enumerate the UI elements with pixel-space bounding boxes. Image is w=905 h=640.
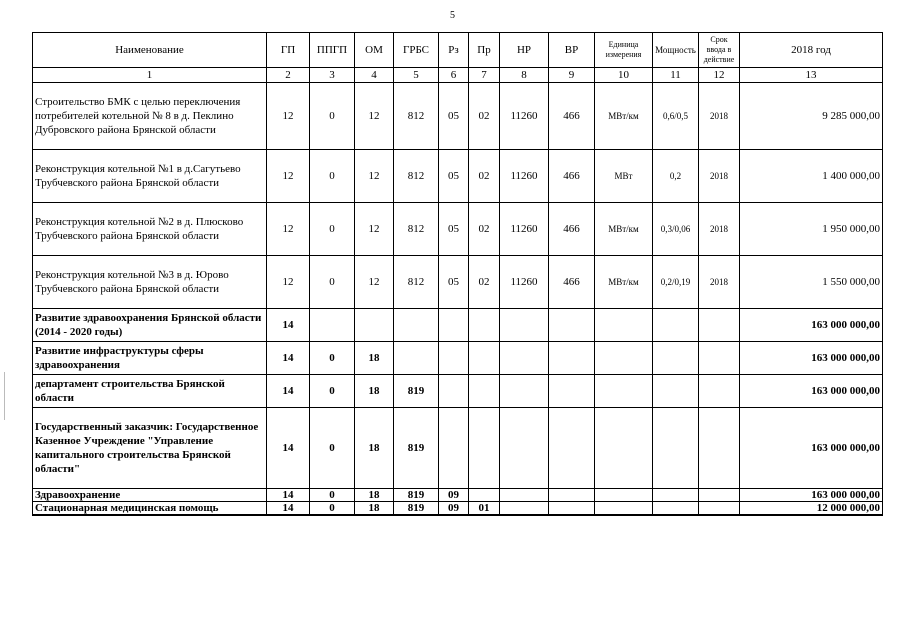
column-number: 1: [33, 68, 267, 83]
cell-grbs: 819: [394, 502, 439, 516]
row-name: Реконструкция котельной №2 в д. Плюсково Трубчевского района Брянской области: [33, 203, 267, 256]
cell-term: [699, 375, 740, 408]
cell-pr: 02: [469, 83, 500, 150]
cell-grbs: [394, 309, 439, 342]
page-number: 5: [450, 10, 455, 21]
cell-vr: [549, 408, 595, 489]
cell-rz: [439, 375, 469, 408]
cell-grbs: 812: [394, 83, 439, 150]
table-row: [33, 502, 883, 516]
cell-gp: 14: [267, 408, 310, 489]
cell-unit: [595, 375, 653, 408]
row-name: Развитие инфраструктуры сферы здравоохранения: [33, 342, 267, 375]
table-row: [33, 489, 883, 502]
cell-term: 2018: [699, 83, 740, 150]
header-nr: НР: [500, 33, 549, 68]
cell-nr: [500, 408, 549, 489]
cell-unit: МВт: [595, 150, 653, 203]
cell-power: 0,3/0,06: [653, 203, 699, 256]
cell-vr: [549, 342, 595, 375]
table-row: [33, 83, 883, 150]
cell-om: 12: [355, 83, 394, 150]
cell-unit: [595, 408, 653, 489]
cell-vr: [549, 309, 595, 342]
cell-om: 18: [355, 342, 394, 375]
header-power: Мощность: [653, 33, 699, 68]
cell-om: 18: [355, 502, 394, 516]
header-grbs: ГРБС: [394, 33, 439, 68]
cell-power: [653, 375, 699, 408]
header-term: Срок ввода в действие: [699, 33, 740, 68]
table-row: [33, 150, 883, 203]
cell-grbs: 812: [394, 203, 439, 256]
cell-ppgp: [310, 309, 355, 342]
table-row: [33, 203, 883, 256]
row-name: Строительство БМК с целью переключения потребителей котельной № 8 в д. Пеклино Дубровского района Брянской области: [33, 83, 267, 150]
row-name: Стационарная медицинская помощь: [33, 502, 267, 516]
column-number: 9: [549, 68, 595, 83]
cell-gp: 12: [267, 83, 310, 150]
cell-om: 18: [355, 408, 394, 489]
cell-pr: [469, 309, 500, 342]
cell-vr: 466: [549, 83, 595, 150]
cell-rz: 05: [439, 256, 469, 309]
cell-nr: [500, 342, 549, 375]
cell-term: [699, 489, 740, 502]
cell-ppgp: 0: [310, 342, 355, 375]
cell-power: [653, 309, 699, 342]
cell-vr: 466: [549, 150, 595, 203]
header-rz: Рз: [439, 33, 469, 68]
header-unit: Единица измерения: [595, 33, 653, 68]
cell-ppgp: 0: [310, 375, 355, 408]
cell-unit: [595, 309, 653, 342]
cell-om: 12: [355, 203, 394, 256]
cell-nr: [500, 489, 549, 502]
cell-sum: 1 550 000,00: [740, 256, 883, 309]
cell-rz: 05: [439, 83, 469, 150]
cell-power: 0,2: [653, 150, 699, 203]
cell-vr: 466: [549, 256, 595, 309]
cell-term: 2018: [699, 150, 740, 203]
cell-nr: [500, 375, 549, 408]
cell-unit: [595, 489, 653, 502]
cell-power: [653, 489, 699, 502]
cell-unit: МВт/км: [595, 256, 653, 309]
header-ppgp: ППГП: [310, 33, 355, 68]
row-name: Развитие здравоохранения Брянской области (2014 - 2020 годы): [33, 309, 267, 342]
cell-unit: [595, 342, 653, 375]
cell-sum: 163 000 000,00: [740, 342, 883, 375]
cell-power: 0,2/0,19: [653, 256, 699, 309]
table-row: [33, 342, 883, 375]
cell-term: [699, 342, 740, 375]
cell-rz: 09: [439, 502, 469, 516]
cell-term: [699, 408, 740, 489]
cell-gp: 14: [267, 502, 310, 516]
cell-pr: 02: [469, 256, 500, 309]
cell-gp: 14: [267, 309, 310, 342]
cell-om: 18: [355, 489, 394, 502]
header-name: Наименование: [33, 33, 267, 68]
row-name: департамент строительства Брянской области: [33, 375, 267, 408]
cell-ppgp: 0: [310, 150, 355, 203]
column-number: 3: [310, 68, 355, 83]
cell-pr: [469, 489, 500, 502]
scan-margin-mark: [4, 372, 5, 420]
cell-ppgp: 0: [310, 256, 355, 309]
column-number: 10: [595, 68, 653, 83]
cell-vr: [549, 502, 595, 516]
cell-grbs: 819: [394, 489, 439, 502]
column-number: 5: [394, 68, 439, 83]
cell-power: [653, 408, 699, 489]
cell-om: 12: [355, 150, 394, 203]
cell-nr: 11260: [500, 203, 549, 256]
cell-grbs: 812: [394, 256, 439, 309]
table-row: [33, 408, 883, 489]
cell-om: 12: [355, 256, 394, 309]
header-om: ОМ: [355, 33, 394, 68]
cell-gp: 12: [267, 150, 310, 203]
row-name: Реконструкция котельной №1 в д.Сагутьево Трубчевского района Брянской области: [33, 150, 267, 203]
column-number: 7: [469, 68, 500, 83]
cell-vr: [549, 489, 595, 502]
cell-rz: 05: [439, 203, 469, 256]
table-body: [33, 83, 883, 516]
cell-pr: 02: [469, 150, 500, 203]
cell-term: [699, 502, 740, 516]
cell-ppgp: 0: [310, 203, 355, 256]
cell-ppgp: 0: [310, 83, 355, 150]
header-year: 2018 год: [740, 33, 883, 68]
cell-unit: МВт/км: [595, 83, 653, 150]
column-number: 8: [500, 68, 549, 83]
row-name: Государственный заказчик: Государственное Казенное Учреждение "Управление капитального строительства Брянской области": [33, 408, 267, 489]
cell-sum: 163 000 000,00: [740, 375, 883, 408]
cell-ppgp: 0: [310, 489, 355, 502]
row-name: Реконструкция котельной №3 в д. Юрово Трубчевского района Брянской области: [33, 256, 267, 309]
cell-pr: 01: [469, 502, 500, 516]
row-name: Здравоохранение: [33, 489, 267, 502]
cell-sum: 163 000 000,00: [740, 408, 883, 489]
column-number: 11: [653, 68, 699, 83]
table-header-row: [33, 33, 883, 68]
cell-grbs: 819: [394, 408, 439, 489]
column-number: 13: [740, 68, 883, 83]
cell-nr: 11260: [500, 256, 549, 309]
column-number: 2: [267, 68, 310, 83]
cell-ppgp: 0: [310, 502, 355, 516]
cell-pr: [469, 342, 500, 375]
cell-pr: 02: [469, 203, 500, 256]
cell-term: 2018: [699, 203, 740, 256]
column-number: 4: [355, 68, 394, 83]
table-row: [33, 256, 883, 309]
cell-unit: МВт/км: [595, 203, 653, 256]
cell-nr: 11260: [500, 83, 549, 150]
cell-rz: [439, 408, 469, 489]
cell-sum: 163 000 000,00: [740, 489, 883, 502]
cell-unit: [595, 502, 653, 516]
cell-term: [699, 309, 740, 342]
cell-sum: 1 400 000,00: [740, 150, 883, 203]
cell-nr: [500, 502, 549, 516]
cell-sum: 1 950 000,00: [740, 203, 883, 256]
cell-pr: [469, 408, 500, 489]
cell-vr: [549, 375, 595, 408]
cell-sum: 9 285 000,00: [740, 83, 883, 150]
cell-ppgp: 0: [310, 408, 355, 489]
cell-nr: 11260: [500, 150, 549, 203]
cell-gp: 14: [267, 489, 310, 502]
cell-om: 18: [355, 375, 394, 408]
cell-gp: 14: [267, 342, 310, 375]
cell-vr: 466: [549, 203, 595, 256]
cell-power: 0,6/0,5: [653, 83, 699, 150]
cell-gp: 14: [267, 375, 310, 408]
cell-om: [355, 309, 394, 342]
cell-pr: [469, 375, 500, 408]
table-row: [33, 375, 883, 408]
cell-rz: [439, 342, 469, 375]
cell-nr: [500, 309, 549, 342]
cell-gp: 12: [267, 256, 310, 309]
cell-sum: 163 000 000,00: [740, 309, 883, 342]
column-number: 6: [439, 68, 469, 83]
cell-power: [653, 502, 699, 516]
cell-grbs: [394, 342, 439, 375]
table-row: [33, 309, 883, 342]
cell-power: [653, 342, 699, 375]
cell-rz: 09: [439, 489, 469, 502]
budget-table: [32, 32, 883, 516]
cell-term: 2018: [699, 256, 740, 309]
header-pr: Пр: [469, 33, 500, 68]
cell-rz: 05: [439, 150, 469, 203]
cell-grbs: 812: [394, 150, 439, 203]
column-number: 12: [699, 68, 740, 83]
cell-sum: 12 000 000,00: [740, 502, 883, 516]
header-vr: ВР: [549, 33, 595, 68]
header-gp: ГП: [267, 33, 310, 68]
column-numbers-row: [33, 68, 883, 83]
cell-grbs: 819: [394, 375, 439, 408]
cell-rz: [439, 309, 469, 342]
cell-gp: 12: [267, 203, 310, 256]
